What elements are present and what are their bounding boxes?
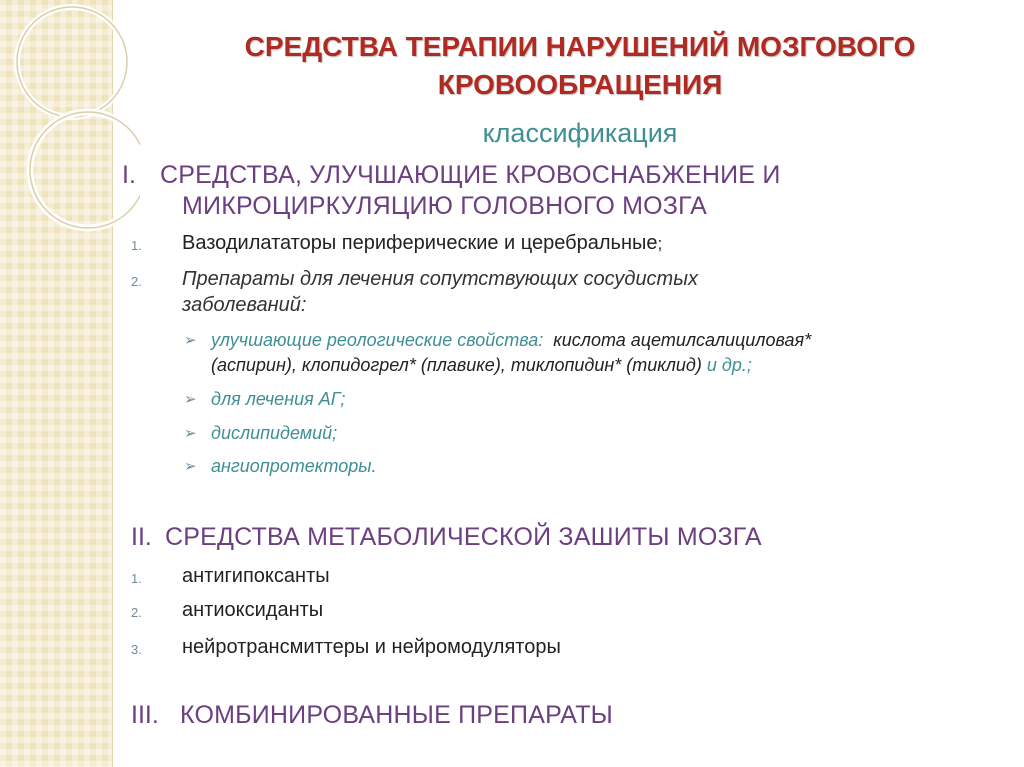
section-1-numeral: I.	[122, 161, 136, 189]
chevron-right-icon: ➢	[184, 458, 197, 475]
list-item-number: 3.	[131, 642, 142, 657]
decorative-circles	[0, 0, 140, 260]
section-3-heading: КОМБИНИРОВАННЫЕ ПРЕПАРАТЫ	[180, 701, 613, 729]
sub-list-item: для лечения АГ;	[211, 389, 346, 409]
sub-list-item-line-1: улучшающие реологические свойства: кислота ацетилсалициловая*	[211, 330, 812, 350]
chevron-right-icon: ➢	[184, 332, 197, 349]
section-2-numeral: II.	[131, 523, 152, 551]
section-2-heading: СРЕДСТВА МЕТАБОЛИЧЕСКОЙ ЗАШИТЫ МОЗГА	[165, 523, 762, 551]
list-item-line-1: Препараты для лечения сопутствующих сосудистых	[182, 268, 698, 290]
section-3-numeral: III.	[131, 701, 159, 729]
section-1-heading-line-2: МИКРОЦИРКУЛЯЦИЮ ГОЛОВНОГО МОЗГА	[182, 192, 708, 220]
list-item-number: 1.	[131, 571, 142, 586]
sub-list-item: дислипидемий;	[211, 423, 338, 443]
slide-title	[150, 28, 1010, 104]
sub-list-item-line-2: (аспирин), клопидогрел* (плавике), тиклопидин* (тиклид) и др.;	[211, 355, 752, 375]
list-item-number: 2.	[131, 274, 142, 289]
title-line-2: КРОВООБРАЩЕНИЯ	[437, 69, 723, 100]
list-item: антиоксиданты	[182, 599, 324, 621]
title-line-1: СРЕДСТВА ТЕРАПИИ НАРУШЕНИЙ МОЗГОВОГО	[244, 31, 916, 62]
list-item: Вазодилататоры периферические и церебральные;	[182, 232, 663, 254]
sub-list-item: ангиопротекторы.	[211, 456, 377, 476]
chevron-right-icon: ➢	[184, 425, 197, 442]
list-item: антигипоксанты	[182, 565, 330, 587]
chevron-right-icon: ➢	[184, 391, 197, 408]
list-item-number: 1.	[131, 238, 142, 253]
list-item-number: 2.	[131, 605, 142, 620]
list-item-line-2: заболеваний:	[182, 294, 307, 316]
slide-subtitle: классификация	[482, 118, 678, 148]
list-item: нейротрансмиттеры и нейромодуляторы	[182, 636, 561, 658]
section-1-heading-line-1: СРЕДСТВА, УЛУЧШАЮЩИЕ КРОВОСНАБЖЕНИЕ И	[160, 161, 781, 189]
